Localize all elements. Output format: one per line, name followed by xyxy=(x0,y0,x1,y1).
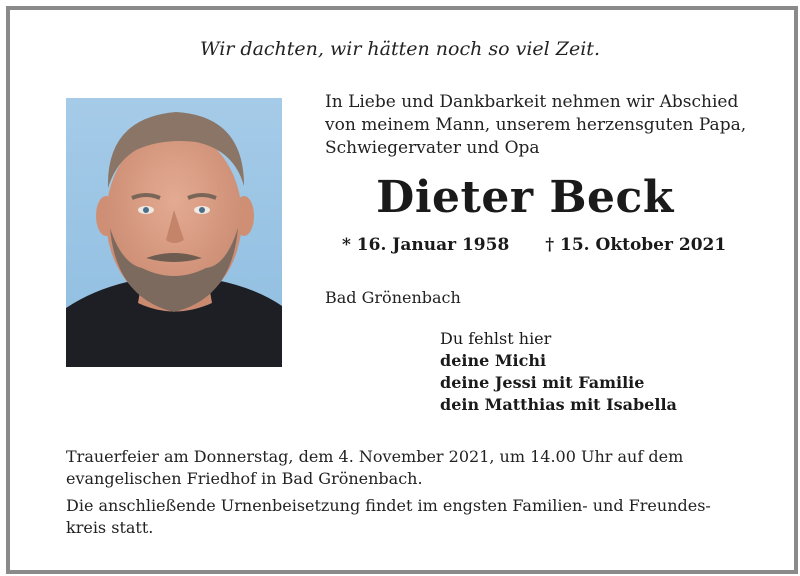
burial-line: kreis statt. xyxy=(66,518,154,537)
intro-text xyxy=(325,91,755,160)
service-info xyxy=(66,446,756,544)
burial-line: Die anschließende Urnenbeisetzung findet im engsten Familien- und Freundes- xyxy=(66,496,711,515)
family-member: deine Michi xyxy=(440,351,547,370)
life-dates xyxy=(342,235,742,255)
intro-line: Schwiegervater und Opa xyxy=(325,138,540,158)
family-intro: Du fehlst hier xyxy=(440,329,552,348)
portrait-photo xyxy=(66,98,282,367)
ceremony-line: evangelischen Friedhof in Bad Grönenbach. xyxy=(66,469,423,488)
family-signatures xyxy=(440,328,677,416)
birth-date: * 16. Januar 1958 xyxy=(342,235,510,255)
deceased-name: Dieter Beck xyxy=(376,172,674,223)
intro-line: In Liebe und Dankbarkeit nehmen wir Abschied xyxy=(325,92,739,112)
death-date: † 15. Oktober 2021 xyxy=(545,235,727,255)
family-member: dein Matthias mit Isabella xyxy=(440,395,677,414)
intro-line: von meinem Mann, unserem herzensguten Papa, xyxy=(325,115,747,135)
ceremony-text xyxy=(66,446,756,490)
ceremony-line: Trauerfeier am Donnerstag, dem 4. November 2021, um 14.00 Uhr auf dem xyxy=(66,447,684,466)
motto: Wir dachten, wir hätten noch so viel Zeit. xyxy=(200,38,600,60)
burial-text xyxy=(66,495,756,539)
location: Bad Grönenbach xyxy=(325,288,461,307)
family-member: deine Jessi mit Familie xyxy=(440,373,645,392)
